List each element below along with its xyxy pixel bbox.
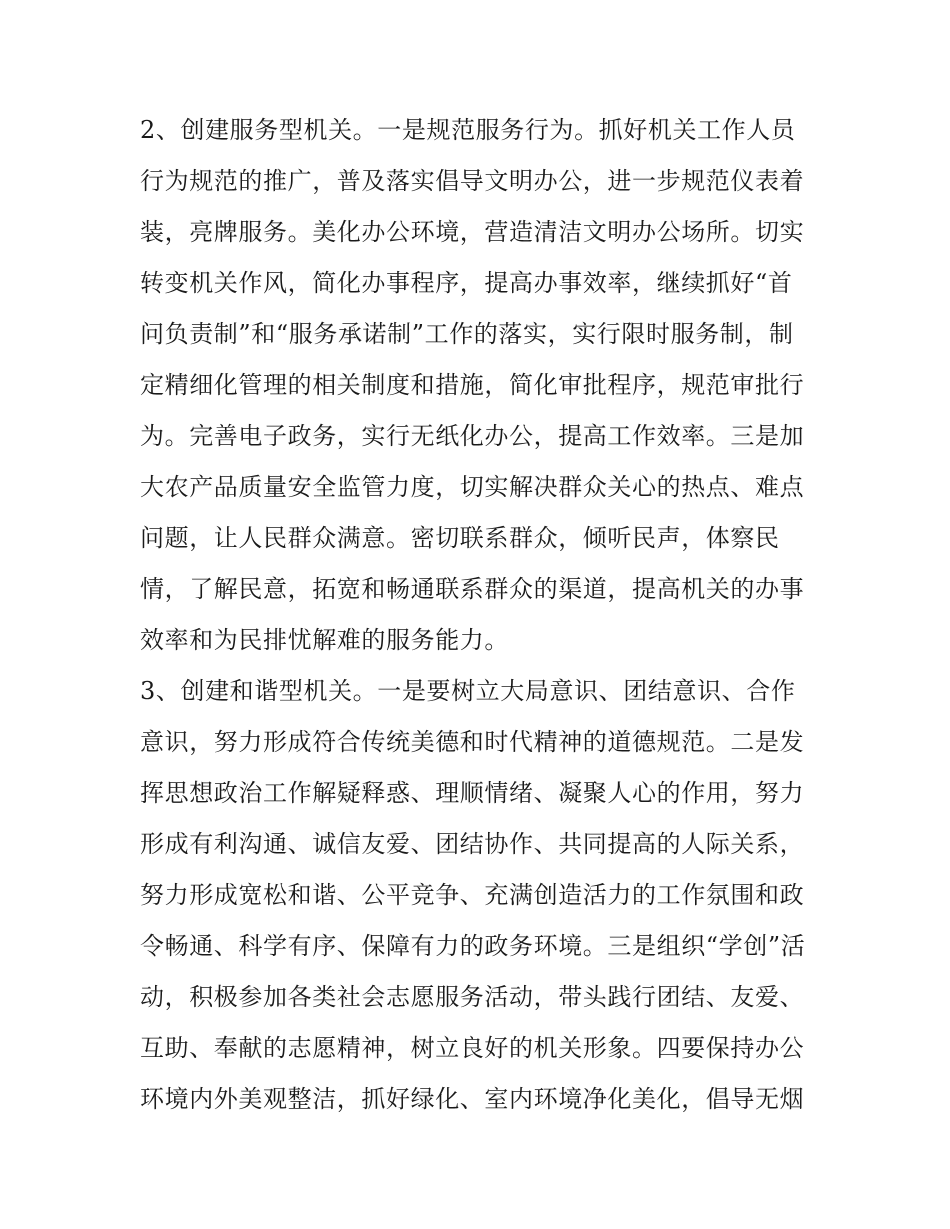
text-line: 意识，努力形成符合传统美德和时代精神的道德规范。二是发 (140, 728, 805, 756)
text-line: 效率和为民排忧解难的服务能力。 (140, 626, 509, 654)
text-line: 形成有利沟通、诚信友爱、团结协作、共同提高的人际关系， (140, 830, 805, 858)
text-line: 大农产品质量安全监管力度，切实解决群众关心的热点、难点 (140, 473, 805, 501)
text-line: 装，亮牌服务。美化办公环境，营造清洁文明办公场所。切实 (140, 218, 805, 246)
text-line: 环境内外美观整洁，抓好绿化、室内环境净化美化，倡导无烟 (140, 1085, 805, 1113)
text-line: 3、创建和谐型机关。一是要树立大局意识、团结意识、合作 (140, 677, 796, 705)
text-line: 互助、奉献的志愿精神，树立良好的机关形象。四要保持办公 (140, 1034, 805, 1062)
text-line: 挥思想政治工作解疑释惑、理顺情绪、凝聚人心的作用，努力 (140, 779, 805, 807)
text-line: 定精细化管理的相关制度和措施，简化审批程序，规范审批行 (140, 371, 805, 399)
text-line: 2、创建服务型机关。一是规范服务行为。抓好机关工作人员 (140, 116, 796, 144)
text-line: 为。完善电子政务，实行无纸化办公，提高工作效率。三是加 (140, 422, 805, 450)
text-line: 令畅通、科学有序、保障有力的政务环境。三是组织“学创”活 (140, 932, 806, 960)
text-line: 问题，让人民群众满意。密切联系群众，倾听民声，体察民 (140, 524, 780, 552)
text-line: 行为规范的推广，普及落实倡导文明办公，进一步规范仪表着 (140, 167, 805, 195)
text-line: 情，了解民意，拓宽和畅通联系群众的渠道，提高机关的办事 (140, 575, 805, 603)
text-line: 努力形成宽松和谐、公平竞争、充满创造活力的工作氛围和政 (140, 881, 805, 909)
text-line: 动，积极参加各类社会志愿服务活动，带头践行团结、友爱、 (140, 983, 805, 1011)
text-line: 问负责制”和“服务承诺制”工作的落实，实行限时服务制，制 (140, 320, 794, 348)
text-line: 转变机关作风，简化办事程序，提高办事效率，继续抓好“首 (140, 269, 793, 297)
